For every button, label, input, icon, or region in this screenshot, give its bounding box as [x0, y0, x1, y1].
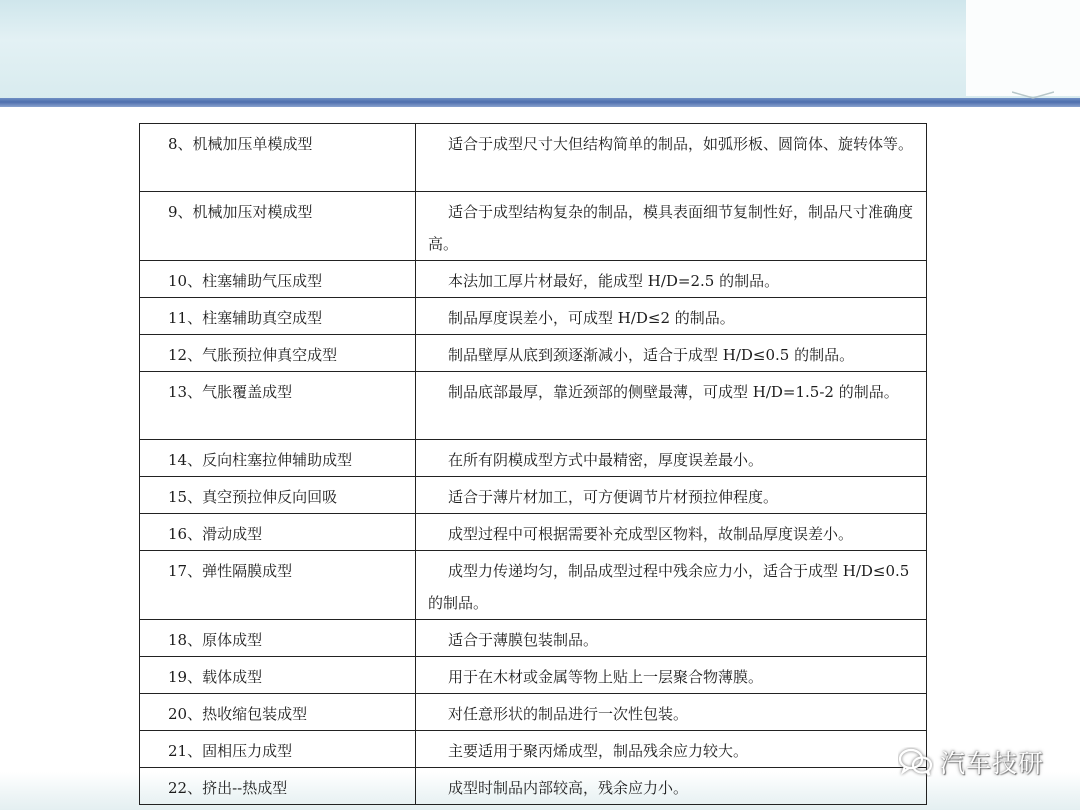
watermark-text: 汽车技研 [940, 749, 1045, 778]
table-row [140, 731, 927, 768]
method-desc-cell [416, 620, 927, 657]
method-name: 20、热收缩包装成型 [168, 705, 308, 723]
method-description: 成型过程中可根据需要补充成型区物料，故制品厚度误差小。 [448, 525, 854, 543]
method-desc-cell [416, 514, 927, 551]
table-row [140, 124, 927, 192]
method-desc-cell [416, 657, 927, 694]
method-description: 制品壁厚从底到颈逐渐减小，适合于成型 H/D≤0.5 的制品。 [448, 346, 855, 364]
method-name-cell [140, 192, 416, 261]
table-row [140, 620, 927, 657]
method-desc-cell [416, 551, 927, 620]
forming-methods-table [139, 123, 927, 805]
method-name: 8、机械加压单模成型 [168, 135, 313, 153]
table-row [140, 440, 927, 477]
method-name-cell [140, 551, 416, 620]
method-name: 14、反向柱塞拉伸辅助成型 [168, 451, 353, 469]
method-desc-cell [416, 477, 927, 514]
table-row [140, 261, 927, 298]
method-desc-cell [416, 261, 927, 298]
table-row [140, 192, 927, 261]
method-name-cell [140, 335, 416, 372]
method-name-cell [140, 731, 416, 768]
method-name: 17、弹性隔膜成型 [168, 562, 293, 580]
method-desc-cell [416, 768, 927, 805]
method-desc-cell [416, 372, 927, 440]
method-name-cell [140, 477, 416, 514]
method-name: 19、载体成型 [168, 668, 263, 686]
table-row [140, 768, 927, 805]
table-row [140, 298, 927, 335]
method-description: 对任意形状的制品进行一次性包装。 [448, 705, 689, 723]
method-description: 制品底部最厚，靠近颈部的侧壁最薄，可成型 H/D=1.5-2 的制品。 [448, 383, 899, 401]
method-desc-cell [416, 694, 927, 731]
method-name: 11、柱塞辅助真空成型 [168, 309, 323, 327]
method-name: 9、机械加压对模成型 [168, 203, 313, 221]
method-name: 15、真空预拉伸反向回吸 [168, 488, 338, 506]
method-name-cell [140, 298, 416, 335]
method-description: 成型力传递均匀，制品成型过程中残余应力小，适合于成型 H/D≤0.5 的制品。 [428, 562, 910, 612]
method-name: 22、挤出--热成型 [168, 779, 288, 797]
method-desc-cell [416, 298, 927, 335]
method-name: 16、滑动成型 [168, 525, 263, 543]
table-row [140, 514, 927, 551]
method-desc-cell [416, 440, 927, 477]
method-desc-cell [416, 124, 927, 192]
method-name: 21、固相压力成型 [168, 742, 293, 760]
watermark [898, 745, 1044, 779]
method-name: 13、气胀覆盖成型 [168, 383, 293, 401]
header-notch-icon [1012, 90, 1054, 100]
method-desc-cell [416, 335, 927, 372]
method-name-cell [140, 440, 416, 477]
slide-header-corner [966, 0, 1080, 96]
method-desc-cell [416, 192, 927, 261]
table-row [140, 694, 927, 731]
method-description: 用于在木材或金属等物上贴上一层聚合物薄膜。 [448, 668, 764, 686]
method-name-cell [140, 768, 416, 805]
method-name-cell [140, 514, 416, 551]
method-name-cell [140, 261, 416, 298]
table-row [140, 657, 927, 694]
slide-header-band [0, 0, 1080, 100]
method-description: 制品厚度误差小，可成型 H/D≤2 的制品。 [448, 309, 735, 327]
slide-header-stripe [0, 98, 1080, 107]
method-description: 适合于薄片材加工，可方便调节片材预拉伸程度。 [448, 488, 779, 506]
table-row [140, 335, 927, 372]
method-description: 成型时制品内部较高，残余应力小。 [448, 779, 689, 797]
method-name-cell [140, 694, 416, 731]
method-description: 适合于成型尺寸大但结构简单的制品，如弧形板、圆筒体、旋转体等。 [448, 135, 914, 153]
method-name-cell [140, 620, 416, 657]
method-name-cell [140, 124, 416, 192]
method-description: 适合于成型结构复杂的制品，模具表面细节复制性好，制品尺寸准确度高。 [428, 203, 914, 253]
method-description: 主要适用于聚丙烯成型，制品残余应力较大。 [448, 742, 749, 760]
method-name-cell [140, 372, 416, 440]
method-name-cell [140, 657, 416, 694]
method-description: 本法加工厚片材最好，能成型 H/D=2.5 的制品。 [448, 272, 780, 290]
method-description: 在所有阴模成型方式中最精密，厚度误差最小。 [448, 451, 764, 469]
method-name: 18、原体成型 [168, 631, 263, 649]
method-description: 适合于薄膜包装制品。 [448, 631, 599, 649]
method-desc-cell [416, 731, 927, 768]
method-name: 12、气胀预拉伸真空成型 [168, 346, 338, 364]
method-name: 10、柱塞辅助气压成型 [168, 272, 323, 290]
table-row [140, 551, 927, 620]
wechat-icon [898, 747, 934, 777]
table-row [140, 477, 927, 514]
table-row [140, 372, 927, 440]
